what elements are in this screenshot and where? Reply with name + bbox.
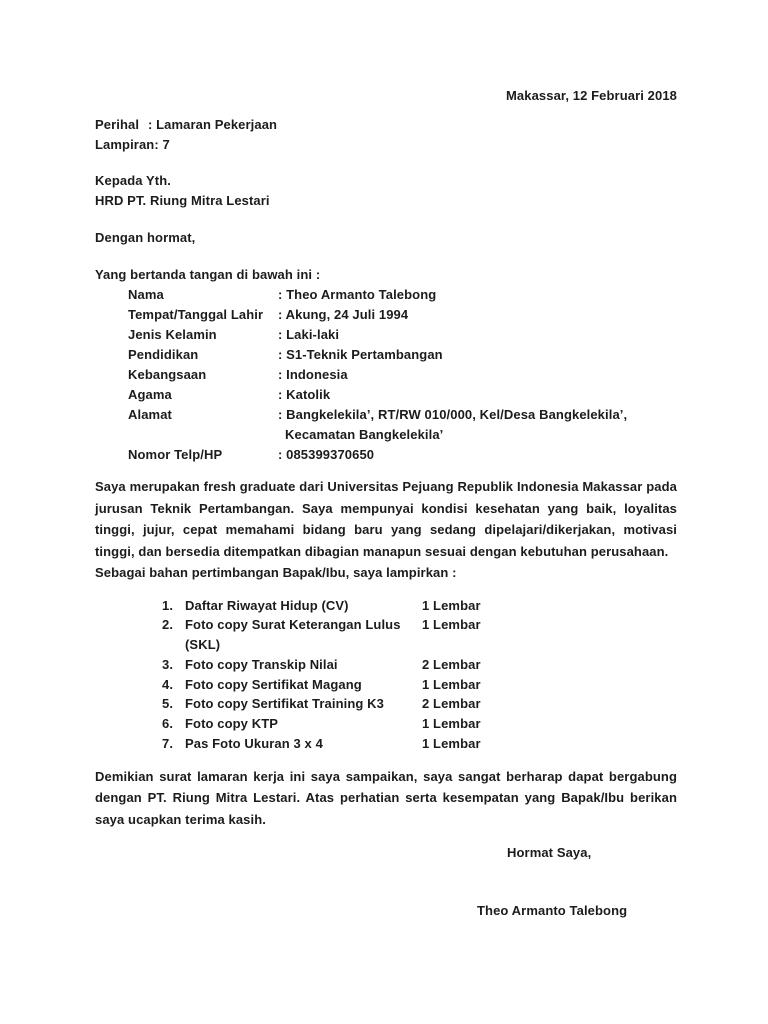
intro-line: Yang bertanda tangan di bawah ini : (95, 267, 321, 282)
identity-value: : Akung, 24 Juli 1994 (278, 307, 409, 322)
attachment-item (95, 655, 677, 675)
identity-label: Agama (128, 387, 172, 402)
attachment-item (95, 615, 677, 655)
attachment-name: Foto copy Sertifikat Magang (185, 676, 362, 692)
attachment-number: 4. (162, 676, 174, 692)
identity-table (95, 285, 677, 465)
identity-label: Nama (128, 287, 164, 302)
perihal-label: Perihal (95, 117, 140, 132)
identity-label: Jenis Kelamin (128, 327, 217, 342)
attachment-name: Daftar Riwayat Hidup (CV) (185, 597, 349, 613)
subject-row-perihal (95, 115, 677, 135)
identity-row-tempat-tanggal-lahir (95, 305, 677, 325)
letter-content (95, 86, 677, 921)
identity-value (278, 405, 627, 445)
identity-value-line-1: : Bangkelekila’, RT/RW 010/000, Kel/Desa Bangkelekila’, (278, 407, 628, 422)
identity-label: Pendidikan (128, 347, 199, 362)
attachment-name: Foto copy Surat Keterangan Lulus (SKL) (185, 617, 401, 653)
attachment-number: 5. (162, 696, 174, 712)
attachment-number: 1. (162, 597, 174, 613)
attachment-item (95, 714, 677, 734)
attachment-name: Pas Foto Ukuran 3 x 4 (185, 736, 323, 752)
identity-row-jenis-kelamin (95, 325, 677, 345)
identity-row-kebangsaan (95, 365, 677, 385)
subject-block (95, 115, 677, 155)
attachment-quantity: 1 Lembar (422, 676, 481, 692)
attachment-number: 3. (162, 656, 174, 672)
identity-label: Nomor Telp/HP (128, 447, 223, 462)
identity-value: : 085399370650 (278, 447, 375, 462)
identity-row-nomor-telp (95, 445, 677, 465)
lampiran-label: Lampiran (95, 137, 155, 152)
recipient-block (95, 171, 677, 211)
identity-label: Tempat/Tanggal Lahir (128, 307, 264, 322)
recipient-name: HRD PT. Riung Mitra Lestari (95, 193, 270, 208)
closing-paragraph: Demikian surat lamaran kerja ini saya sampaikan, saya sangat berharap dapat bergabung dengan PT. Riung Mitra Lestari. Atas perhatian serta kesempatan yang Bapak/Ibu berikan saya ucapkan terima kasih. (95, 768, 677, 827)
signoff-line: Hormat Saya, (507, 845, 592, 861)
identity-value: : S1-Teknik Pertambangan (278, 347, 443, 362)
attachment-quantity: 1 Lembar (422, 736, 481, 752)
attachment-number: 6. (162, 716, 174, 732)
identity-row-nama (95, 285, 677, 305)
attachment-quantity: 1 Lembar (422, 716, 481, 732)
identity-value: : Theo Armanto Talebong (278, 287, 437, 302)
attachment-number: 2. (162, 617, 174, 633)
identity-label: Kebangsaan (128, 367, 207, 382)
perihal-value: : Lamaran Pekerjaan (148, 117, 278, 132)
attachment-name: Foto copy Sertifikat Training K3 (185, 696, 384, 712)
attachment-quantity: 2 Lembar (422, 696, 481, 712)
attachment-quantity: 1 Lembar (422, 617, 481, 633)
identity-label: Alamat (128, 407, 172, 422)
identity-row-pendidikan (95, 345, 677, 365)
identity-value-line-2: Kecamatan Bangkelekila’ (285, 427, 444, 442)
attachment-item (95, 675, 677, 695)
attachments-list (95, 596, 677, 754)
identity-value: : Laki-laki (278, 327, 340, 342)
recipient-salutation: Kepada Yth. (95, 173, 171, 188)
identity-value: : Indonesia (278, 367, 348, 382)
signer-name: Theo Armanto Talebong (477, 903, 628, 919)
place-date-line: Makassar, 12 Februari 2018 (506, 88, 677, 103)
attachment-quantity: 1 Lembar (422, 597, 481, 613)
subject-row-lampiran (95, 135, 677, 155)
identity-row-agama (95, 385, 677, 405)
attachment-name: Foto copy KTP (185, 716, 279, 732)
attachments-intro-line: Sebagai bahan pertimbangan Bapak/Ibu, saya lampirkan : (95, 565, 457, 580)
lampiran-value: : 7 (154, 137, 170, 152)
attachment-number: 7. (162, 736, 174, 752)
attachment-item (95, 596, 677, 616)
identity-value: : Katolik (278, 387, 331, 402)
identity-row-alamat (95, 405, 677, 445)
attachment-quantity: 2 Lembar (422, 656, 481, 672)
signature-block (477, 843, 677, 921)
attachment-item (95, 734, 677, 754)
attachment-item (95, 694, 677, 714)
attachment-name: Foto copy Transkip Nilai (185, 656, 338, 672)
body-paragraph: Saya merupakan fresh graduate dari Universitas Pejuang Republik Indonesia Makassar pada jurusan Teknik Pertambangan. Saya mempunyai kondisi kesehatan yang baik, loyalitas tinggi, jujur, cepat memahami bidang baru yang sedang dipelajari/dikerjakan, motivasi tinggi, dan bersedia ditempatkan dibagian manapun sesuai dengan kebutuhan perusahaan. (95, 479, 677, 559)
greeting-line: Dengan hormat, (95, 230, 196, 245)
